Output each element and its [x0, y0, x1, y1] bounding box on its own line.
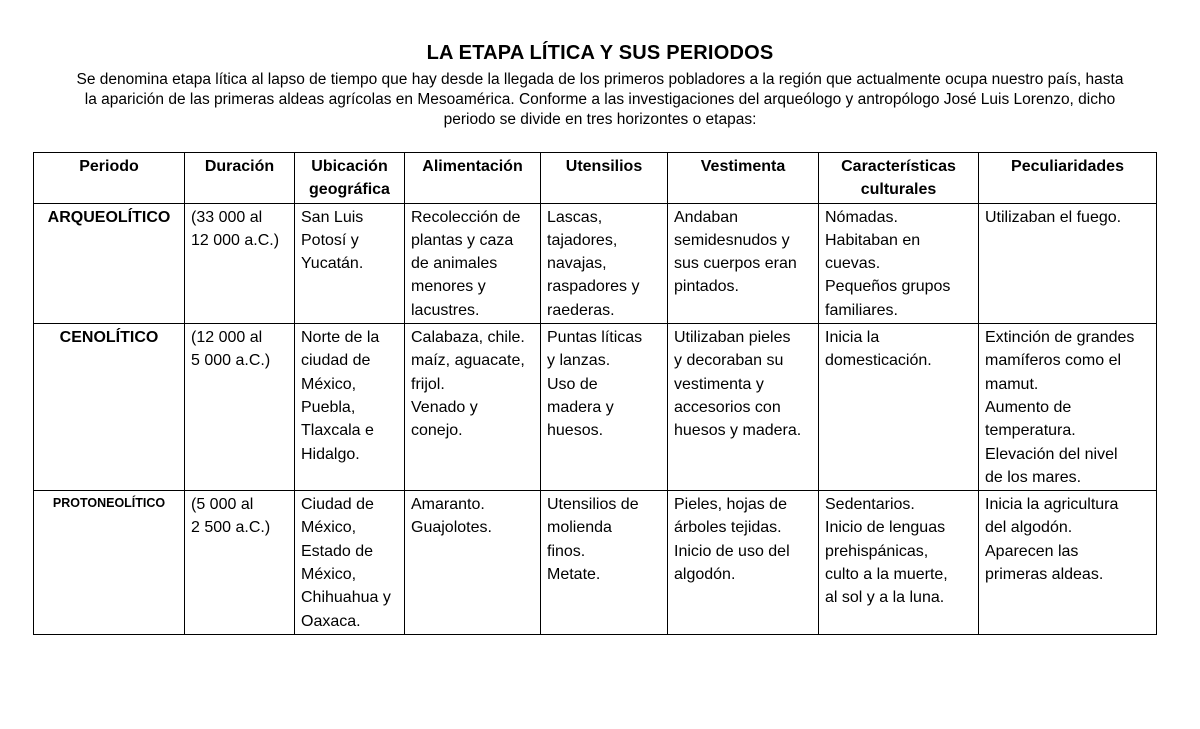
cell-line: Utensilios	[565, 158, 643, 175]
cell-caracteristicas	[819, 491, 979, 635]
cell-line: mamut.	[985, 375, 1039, 393]
cell-utensilios	[541, 324, 668, 491]
cell-caracteristicas	[819, 203, 979, 323]
table-header-row	[34, 153, 1157, 204]
cell-line: ciudad de	[301, 352, 371, 370]
intro-paragraph	[60, 70, 1140, 130]
cell-line: huesos.	[547, 422, 604, 440]
cell-line: Utilizaban pieles	[674, 329, 791, 347]
cell-line: Ciudad de	[301, 496, 374, 514]
cell-line: Inicio de lenguas	[825, 519, 946, 537]
cell-vestimenta	[668, 203, 819, 323]
cell-line: Metate.	[547, 566, 601, 584]
lithic-periods-table	[33, 152, 1157, 635]
cell-line: Estado de	[301, 542, 374, 560]
cell-line: Sedentarios.	[825, 496, 915, 514]
cell-line: frijol.	[411, 375, 445, 393]
cell-line: Pieles, hojas de	[674, 496, 787, 514]
cell-line: temperatura.	[985, 422, 1076, 440]
cell-line: Norte de la	[301, 329, 380, 347]
cell-line: lacustres.	[411, 301, 480, 319]
cell-utensilios	[541, 203, 668, 323]
cell-line: árboles tejidas.	[674, 519, 782, 537]
cell-line: Elevación del nivel	[985, 445, 1118, 463]
cell-line: Puntas líticas	[547, 329, 643, 347]
intro-line: la aparición de las primeras aldeas agrícolas en Mesoamérica. Conforme a las investigaciones del arqueólogo y antropólogo José Luis Lorenzo, dicho	[84, 91, 1116, 108]
cell-line: México,	[301, 519, 357, 537]
cell-line: Utensilios de	[547, 496, 639, 514]
header-caracteristicas	[819, 153, 979, 204]
cell-line: 2 500 a.C.)	[191, 519, 271, 537]
header-peculiaridades	[979, 153, 1157, 204]
cell-line: Vestimenta	[700, 158, 786, 175]
cell-line: México,	[301, 375, 357, 393]
cell-line: Potosí y	[301, 231, 359, 249]
cell-duracion	[185, 324, 295, 491]
cell-line: Recolección de	[411, 208, 521, 226]
cell-ubicacion	[295, 491, 405, 635]
cell-line: Periodo	[79, 158, 139, 175]
cell-line: Uso de	[547, 375, 598, 393]
cell-line: navajas,	[547, 255, 607, 273]
cell-line: semidesnudos y	[674, 231, 790, 249]
cell-line: sus cuerpos eran	[674, 255, 797, 273]
cell-line: Venado y	[411, 398, 478, 416]
cell-caracteristicas	[819, 324, 979, 491]
cell-alimentacion	[405, 203, 541, 323]
cell-line: conejo.	[411, 422, 463, 440]
cell-vestimenta	[668, 491, 819, 635]
cell-alimentacion	[405, 324, 541, 491]
cell-line: vestimenta y	[674, 375, 764, 393]
header-periodo	[34, 153, 185, 204]
cell-alimentacion	[405, 491, 541, 635]
cell-ubicacion	[295, 203, 405, 323]
cell-peculiaridades	[979, 491, 1157, 635]
header-alimentacion	[405, 153, 541, 204]
cell-line: del algodón.	[985, 519, 1073, 537]
cell-line: familiares.	[825, 301, 898, 319]
cell-line: Duración	[204, 158, 275, 175]
cell-line: México,	[301, 566, 357, 584]
cell-line: molienda	[547, 519, 612, 537]
cell-line: de animales	[411, 255, 498, 273]
cell-line: San Luis	[301, 208, 364, 226]
cell-line: Hidalgo.	[301, 445, 360, 463]
cell-peculiaridades	[979, 324, 1157, 491]
cell-line: geográfica	[309, 181, 390, 199]
cell-line: Características	[841, 158, 956, 175]
cell-line: maíz, aguacate,	[411, 352, 525, 370]
cell-line: finos.	[547, 542, 586, 560]
cell-duracion	[185, 491, 295, 635]
cell-duracion	[185, 203, 295, 323]
cell-line: Extinción de grandes	[985, 329, 1135, 347]
cell-line: raspadores y	[547, 278, 640, 296]
table-row	[34, 324, 1157, 491]
cell-line: plantas y caza	[411, 231, 514, 249]
cell-line: al sol y a la luna.	[825, 589, 945, 607]
cell-line: Amaranto.	[411, 496, 485, 514]
cell-line: (5 000 al	[191, 496, 254, 514]
cell-line: Utilizaban el fuego.	[985, 208, 1122, 226]
cell-line: Yucatán.	[301, 255, 364, 273]
table-row	[34, 203, 1157, 323]
cell-line: Aumento de	[985, 398, 1072, 416]
cell-line: prehispánicas,	[825, 542, 929, 560]
intro-line: Se denomina etapa lítica al lapso de tiempo que hay desde la llegada de los primeros pobladores a la región que actualmente ocupa nuestro país, hasta	[76, 71, 1124, 88]
cell-line: Ubicación	[311, 158, 388, 175]
cell-line: Puebla,	[301, 398, 356, 416]
header-utensilios	[541, 153, 668, 204]
cell-line: Tlaxcala e	[301, 422, 374, 440]
cell-line: raederas.	[547, 301, 615, 319]
cell-line: domesticación.	[825, 352, 932, 370]
cell-periodo: CENOLÍTICO	[34, 324, 185, 491]
cell-line: Chihuahua y	[301, 589, 391, 607]
cell-line: Lascas,	[547, 208, 603, 226]
cell-line: huesos y madera.	[674, 422, 802, 440]
cell-line: 12 000 a.C.)	[191, 231, 280, 249]
cell-line: accesorios con	[674, 398, 781, 416]
cell-line: (12 000 al	[191, 329, 263, 347]
cell-line: Guajolotes.	[411, 519, 492, 537]
cell-line: primeras aldeas.	[985, 566, 1104, 584]
cell-line: Pequeños grupos	[825, 278, 951, 296]
cell-line: culto a la muerte,	[825, 566, 948, 584]
cell-line: Nómadas.	[825, 208, 898, 226]
cell-line: (33 000 al	[191, 208, 263, 226]
cell-line: tajadores,	[547, 231, 618, 249]
cell-line: madera y	[547, 398, 614, 416]
cell-periodo: PROTONEOLÍTICO	[34, 491, 185, 635]
cell-line: y lanzas.	[547, 352, 611, 370]
cell-line: mamíferos como el	[985, 352, 1122, 370]
cell-line: culturales	[860, 181, 937, 199]
cell-line: Peculiaridades	[1011, 158, 1124, 175]
cell-line: de los mares.	[985, 468, 1082, 486]
header-ubicacion	[295, 153, 405, 204]
cell-line: Oaxaca.	[301, 612, 361, 630]
cell-line: 5 000 a.C.)	[191, 352, 271, 370]
table-row	[34, 491, 1157, 635]
cell-line: Alimentación	[422, 158, 523, 175]
header-vestimenta	[668, 153, 819, 204]
cell-line: algodón.	[674, 566, 736, 584]
intro-line: periodo se divide en tres horizontes o etapas:	[443, 111, 757, 128]
cell-line: Inicio de uso del	[674, 542, 790, 560]
cell-line: Calabaza, chile.	[411, 329, 525, 347]
cell-periodo: ARQUEOLÍTICO	[34, 203, 185, 323]
header-duracion	[185, 153, 295, 204]
cell-line: Inicia la agricultura	[985, 496, 1119, 514]
cell-ubicacion	[295, 324, 405, 491]
cell-utensilios	[541, 491, 668, 635]
document-title: LA ETAPA LÍTICA Y SUS PERIODOS	[426, 42, 774, 64]
cell-line: Habitaban en	[825, 231, 921, 249]
cell-vestimenta	[668, 324, 819, 491]
cell-line: Inicia la	[825, 329, 880, 347]
cell-line: y decoraban su	[674, 352, 784, 370]
cell-line: menores y	[411, 278, 486, 296]
cell-peculiaridades	[979, 203, 1157, 323]
cell-line: pintados.	[674, 278, 739, 296]
cell-line: cuevas.	[825, 255, 881, 273]
cell-line: Aparecen las	[985, 542, 1079, 560]
cell-line: Andaban	[674, 208, 739, 226]
